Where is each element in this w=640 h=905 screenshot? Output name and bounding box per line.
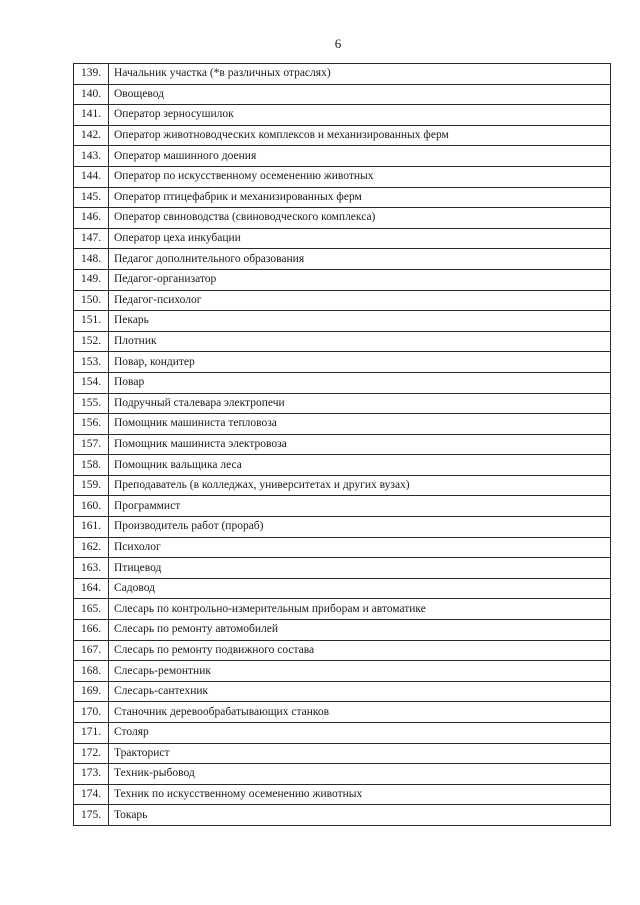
row-number: 160. — [74, 496, 109, 517]
table-row — [74, 249, 611, 270]
table-row — [74, 311, 611, 332]
profession-name: Производитель работ (прораб) — [109, 517, 611, 538]
table-row — [74, 805, 611, 826]
profession-name: Слесарь-сантехник — [109, 681, 611, 702]
row-number: 153. — [74, 352, 109, 373]
profession-name: Птицевод — [109, 558, 611, 579]
table-row — [74, 105, 611, 126]
profession-name: Оператор машинного доения — [109, 146, 611, 167]
table-row — [74, 372, 611, 393]
profession-name: Слесарь по контрольно-измерительным приборам и автоматике — [109, 599, 611, 620]
table-row — [74, 455, 611, 476]
row-number: 170. — [74, 702, 109, 723]
row-number: 139. — [74, 64, 109, 85]
table-row — [74, 764, 611, 785]
row-number: 172. — [74, 743, 109, 764]
row-number: 161. — [74, 517, 109, 538]
table-row — [74, 269, 611, 290]
row-number: 173. — [74, 764, 109, 785]
profession-name: Слесарь по ремонту автомобилей — [109, 620, 611, 641]
row-number: 146. — [74, 208, 109, 229]
row-number: 167. — [74, 640, 109, 661]
table-row — [74, 599, 611, 620]
profession-name: Повар, кондитер — [109, 352, 611, 373]
row-number: 162. — [74, 537, 109, 558]
table-row — [74, 84, 611, 105]
profession-name: Пекарь — [109, 311, 611, 332]
table-row — [74, 64, 611, 85]
table-row — [74, 434, 611, 455]
row-number: 158. — [74, 455, 109, 476]
row-number: 174. — [74, 784, 109, 805]
table-row — [74, 125, 611, 146]
row-number: 169. — [74, 681, 109, 702]
profession-name: Слесарь по ремонту подвижного состава — [109, 640, 611, 661]
row-number: 171. — [74, 723, 109, 744]
table-row — [74, 681, 611, 702]
profession-name: Тракторист — [109, 743, 611, 764]
profession-name: Оператор свиноводства (свиноводческого комплекса) — [109, 208, 611, 229]
row-number: 150. — [74, 290, 109, 311]
row-number: 175. — [74, 805, 109, 826]
row-number: 144. — [74, 166, 109, 187]
row-number: 143. — [74, 146, 109, 167]
page-number: 6 — [334, 36, 342, 51]
professions-table-body — [74, 64, 611, 826]
table-row — [74, 640, 611, 661]
row-number: 148. — [74, 249, 109, 270]
profession-name: Педагог дополнительного образования — [109, 249, 611, 270]
profession-name: Помощник машиниста электровоза — [109, 434, 611, 455]
table-row — [74, 743, 611, 764]
table-row — [74, 414, 611, 435]
profession-name: Педагог-организатор — [109, 269, 611, 290]
table-row — [74, 558, 611, 579]
row-number: 168. — [74, 661, 109, 682]
profession-name: Оператор зерносушилок — [109, 105, 611, 126]
row-number: 156. — [74, 414, 109, 435]
row-number: 163. — [74, 558, 109, 579]
table-row — [74, 146, 611, 167]
table-row — [74, 393, 611, 414]
row-number: 154. — [74, 372, 109, 393]
row-number: 149. — [74, 269, 109, 290]
profession-name: Помощник машиниста тепловоза — [109, 414, 611, 435]
profession-name: Овощевод — [109, 84, 611, 105]
row-number: 141. — [74, 105, 109, 126]
table-row — [74, 723, 611, 744]
row-number: 166. — [74, 620, 109, 641]
profession-name: Слесарь-ремонтник — [109, 661, 611, 682]
row-number: 140. — [74, 84, 109, 105]
profession-name: Оператор цеха инкубации — [109, 228, 611, 249]
row-number: 159. — [74, 475, 109, 496]
profession-name: Оператор по искусственному осеменению животных — [109, 166, 611, 187]
row-number: 164. — [74, 578, 109, 599]
table-row — [74, 702, 611, 723]
row-number: 165. — [74, 599, 109, 620]
table-row — [74, 208, 611, 229]
table-row — [74, 290, 611, 311]
table-row — [74, 352, 611, 373]
table-row — [74, 187, 611, 208]
profession-name: Психолог — [109, 537, 611, 558]
profession-name: Программист — [109, 496, 611, 517]
table-row — [74, 517, 611, 538]
row-number: 151. — [74, 311, 109, 332]
row-number: 142. — [74, 125, 109, 146]
row-number: 147. — [74, 228, 109, 249]
row-number: 157. — [74, 434, 109, 455]
profession-name: Педагог-психолог — [109, 290, 611, 311]
profession-name: Токарь — [109, 805, 611, 826]
profession-name: Помощник вальщика леса — [109, 455, 611, 476]
table-row — [74, 228, 611, 249]
profession-name: Техник по искусственному осеменению животных — [109, 784, 611, 805]
table-row — [74, 496, 611, 517]
profession-name: Станочник деревообрабатывающих станков — [109, 702, 611, 723]
table-row — [74, 578, 611, 599]
profession-name: Начальник участка (*в различных отраслях) — [109, 64, 611, 85]
table-row — [74, 784, 611, 805]
table-row — [74, 331, 611, 352]
row-number: 152. — [74, 331, 109, 352]
row-number: 145. — [74, 187, 109, 208]
profession-name: Преподаватель (в колледжах, университетах и других вузах) — [109, 475, 611, 496]
table-row — [74, 537, 611, 558]
row-number: 155. — [74, 393, 109, 414]
table-row — [74, 475, 611, 496]
profession-name: Техник-рыбовод — [109, 764, 611, 785]
table-row — [74, 620, 611, 641]
professions-table — [73, 63, 611, 826]
profession-name: Оператор животноводческих комплексов и механизированных ферм — [109, 125, 611, 146]
profession-name: Садовод — [109, 578, 611, 599]
table-row — [74, 661, 611, 682]
profession-name: Подручный сталевара электропечи — [109, 393, 611, 414]
profession-name: Плотник — [109, 331, 611, 352]
profession-name: Столяр — [109, 723, 611, 744]
table-row — [74, 166, 611, 187]
profession-name: Оператор птицефабрик и механизированных ферм — [109, 187, 611, 208]
profession-name: Повар — [109, 372, 611, 393]
